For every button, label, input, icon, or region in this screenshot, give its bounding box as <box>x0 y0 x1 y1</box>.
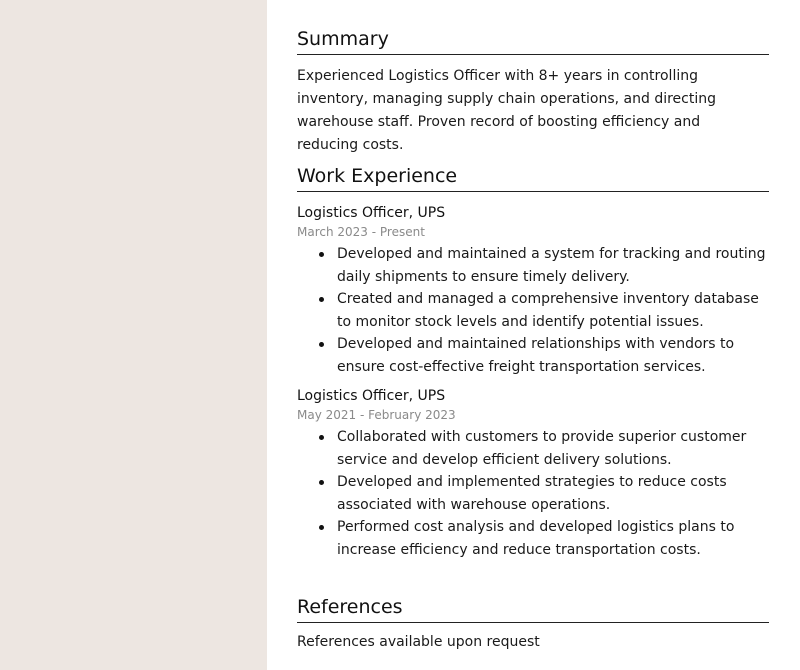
job-bullet-text: Performed cost analysis and developed logistics plans to increase efficiency and reduce transportation costs. <box>337 519 735 558</box>
job-bullet <box>297 333 769 378</box>
job-bullet-text: Collaborated with customers to provide superior customer service and develop efficient delivery solutions. <box>337 429 747 468</box>
job-bullet <box>297 288 769 333</box>
bullet-dot-icon <box>319 480 324 485</box>
summary-text: Experienced Logistics Officer with 8+ years in controlling inventory, managing supply chain operations, and directing warehouse staff. Proven record of boosting efficiency and reducing costs. <box>297 68 716 153</box>
job-bullet <box>297 243 769 288</box>
experience-section <box>297 164 769 561</box>
job-bullets <box>297 426 769 561</box>
job-bullet-text: Developed and maintained relationships with vendors to ensure cost-effective freight transportation services. <box>337 336 735 375</box>
job-title: Logistics Officer, UPS <box>297 205 446 221</box>
references-text: References available upon request <box>297 634 540 650</box>
job-dates: May 2021 - February 2023 <box>297 408 456 422</box>
bullet-dot-icon <box>319 252 324 257</box>
job-bullet <box>297 471 769 516</box>
job-bullet <box>297 426 769 471</box>
bullet-dot-icon <box>319 297 324 302</box>
summary-section <box>297 27 769 157</box>
experience-heading: Work Experience <box>297 164 769 192</box>
bullet-dot-icon <box>319 435 324 440</box>
job-entry <box>297 387 769 561</box>
bullet-dot-icon <box>319 342 324 347</box>
sidebar-panel <box>0 0 267 670</box>
job-entry <box>297 204 769 378</box>
job-bullet-text: Developed and maintained a system for tracking and routing daily shipments to ensure timely delivery. <box>337 246 766 285</box>
job-dates: March 2023 - Present <box>297 225 425 239</box>
job-title: Logistics Officer, UPS <box>297 388 446 404</box>
references-section <box>297 595 769 652</box>
references-heading: References <box>297 595 769 623</box>
bullet-dot-icon <box>319 525 324 530</box>
job-bullet <box>297 516 769 561</box>
job-bullet-text: Created and managed a comprehensive inventory database to monitor stock levels and identify potential issues. <box>337 291 759 330</box>
summary-heading: Summary <box>297 27 769 55</box>
job-bullet-text: Developed and implemented strategies to reduce costs associated with warehouse operations. <box>337 474 727 513</box>
job-bullets <box>297 243 769 378</box>
